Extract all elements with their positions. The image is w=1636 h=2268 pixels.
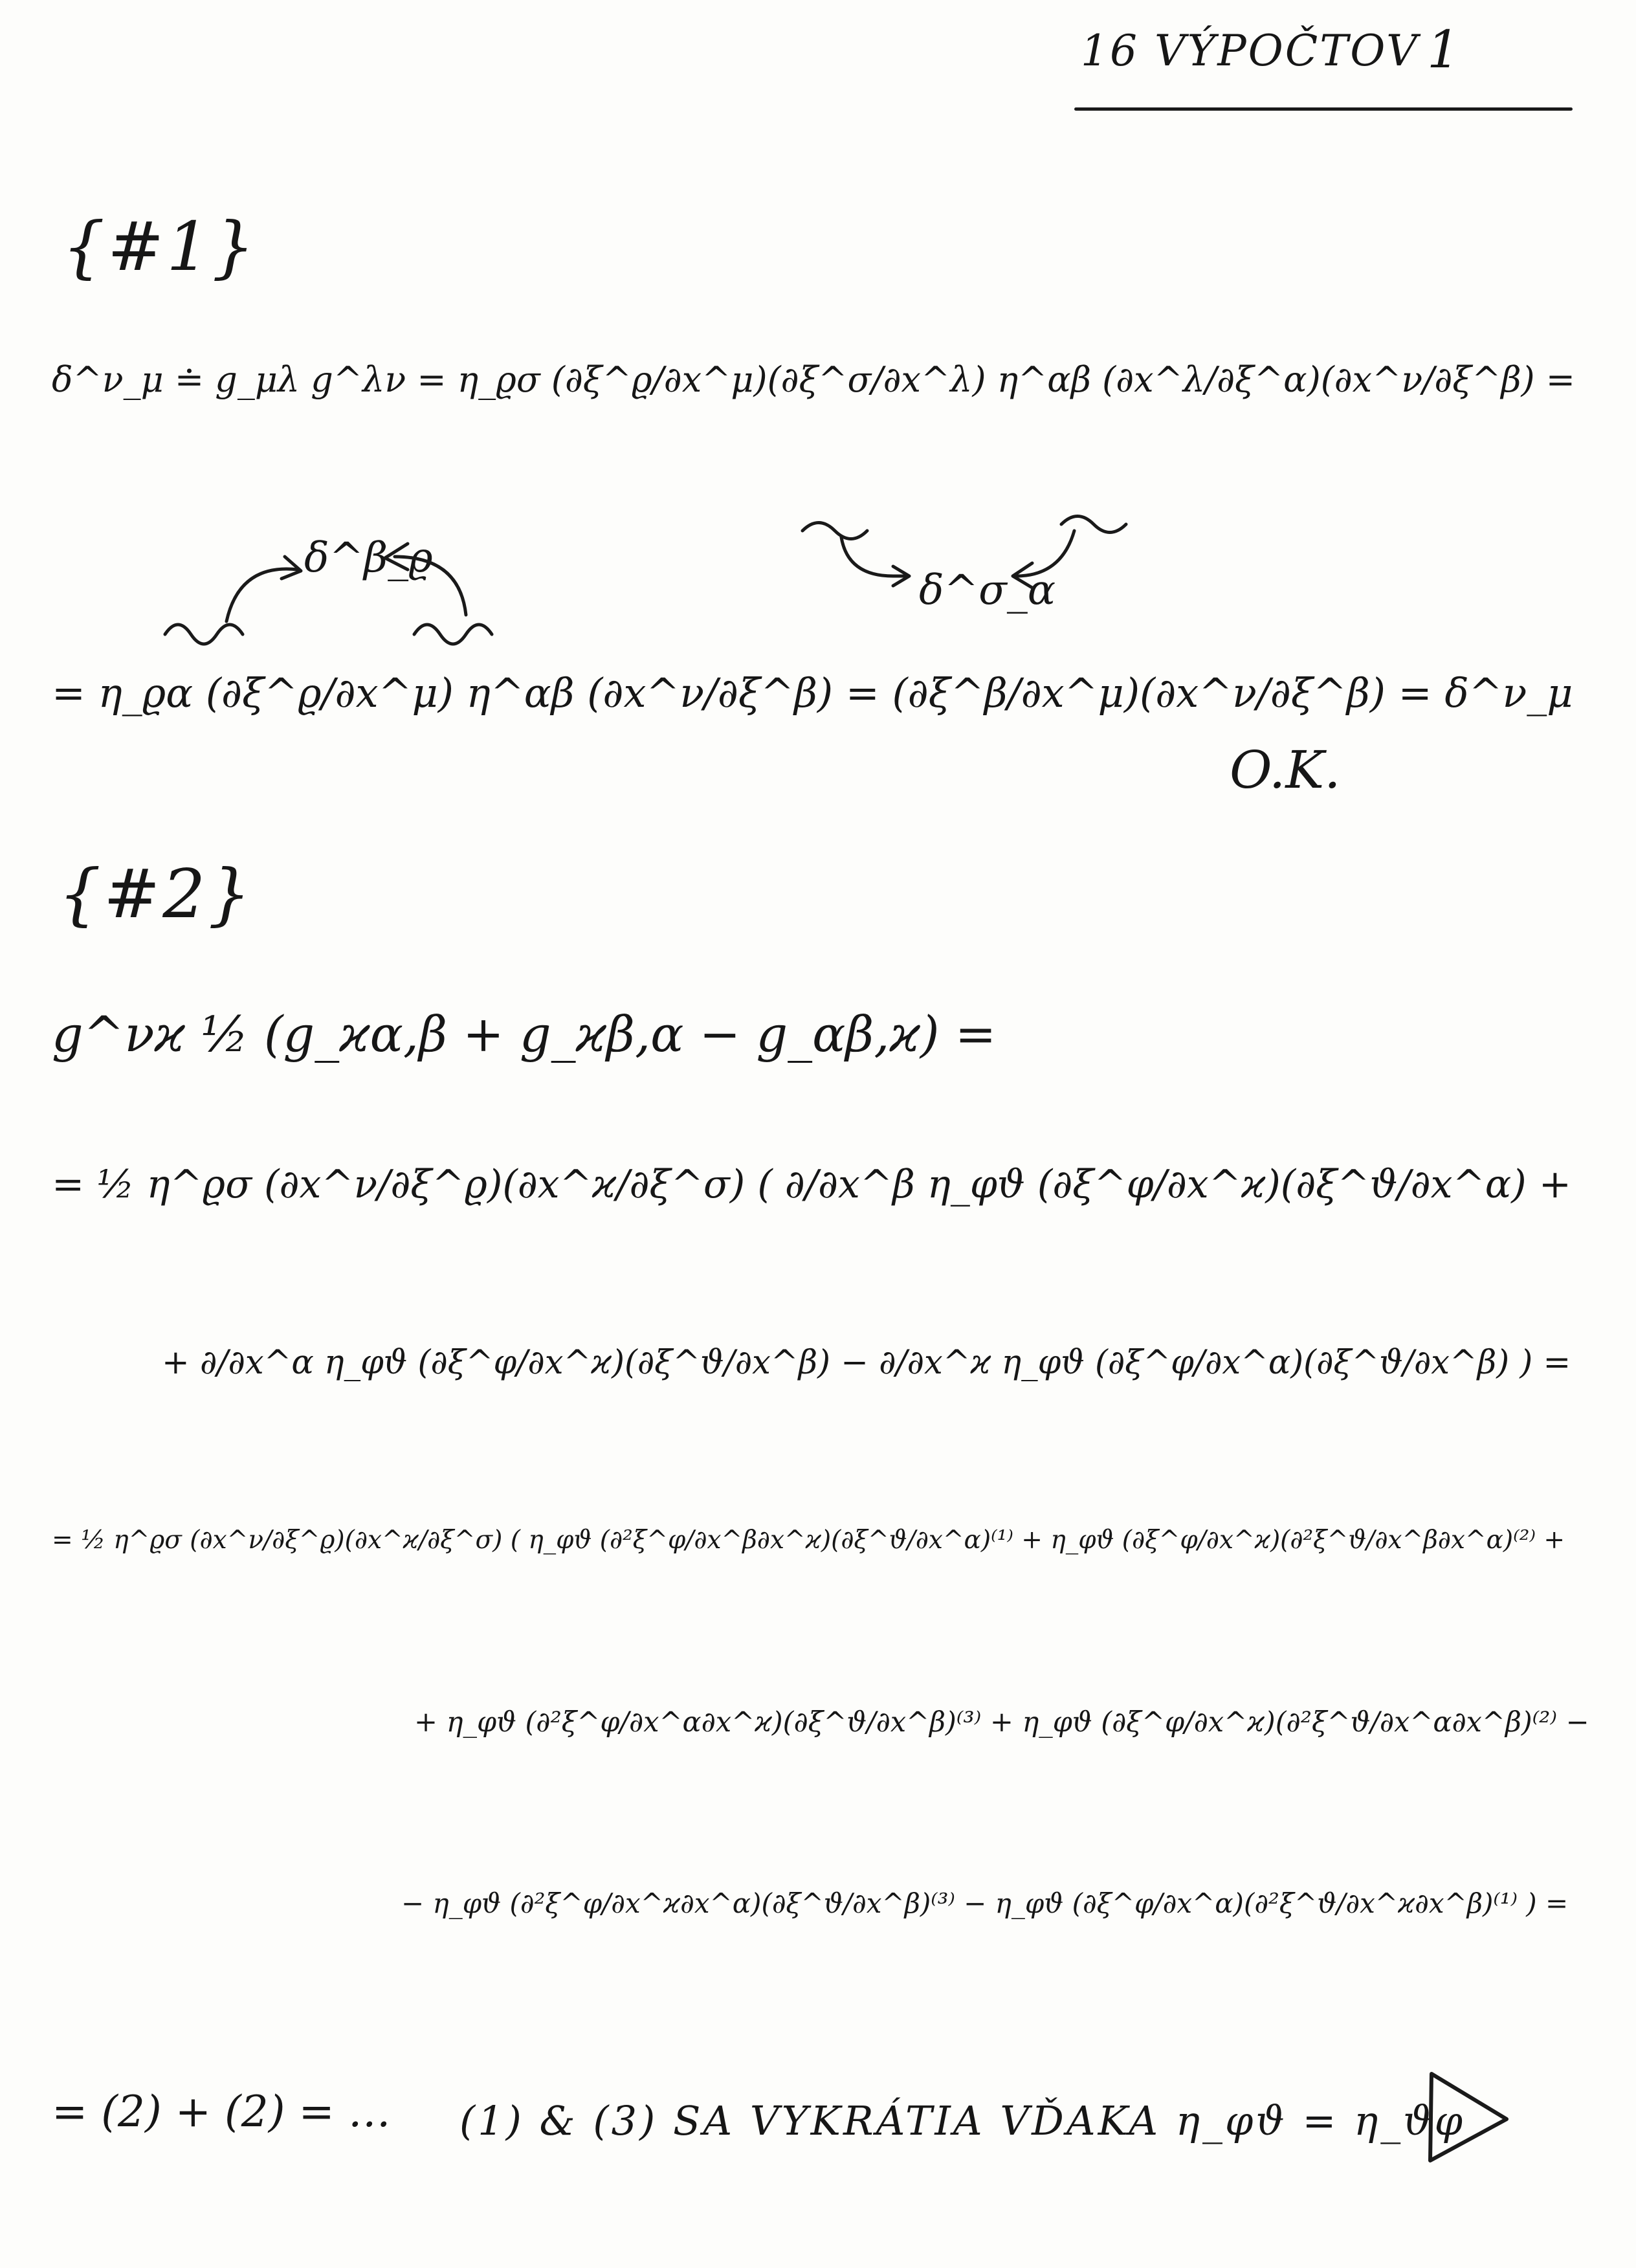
squiggle-bottom-left <box>802 523 867 539</box>
section-1-equation-line-2: = η_ϱα (∂ξ^ϱ/∂x^μ) η^αβ (∂x^ν/∂ξ^β) = (∂ξ^β/∂x^μ)(∂x^ν/∂ξ^β) = δ^ν_μ <box>52 669 1573 717</box>
contraction-delta-left: δ^β_ϱ <box>304 534 433 582</box>
arrowhead-left <box>282 557 301 579</box>
section-2-equation-line-2: = ½ η^ϱσ (∂x^ν/∂ξ^ϱ)(∂x^ϰ/∂ξ^σ) ( ∂/∂x^β η_φϑ (∂ξ^φ/∂x^ϰ)(∂ξ^ϑ/∂x^α) + <box>52 1162 1572 1207</box>
arrow-bottom-left <box>841 537 906 576</box>
section-2-equation-line-7: = (2) + (2) = … <box>52 2087 391 2137</box>
section-2-equation-line-6: − η_φϑ (∂²ξ^φ/∂x^ϰ∂x^α)(∂ξ^ϑ/∂x^β)⁽³⁾ − η_φϑ (∂ξ^φ/∂x^α)(∂²ξ^ϑ/∂x^ϰ∂x^β)⁽¹⁾ ) = <box>401 1887 1569 1919</box>
page-number: 1 <box>1427 19 1460 80</box>
section-2-label: {#2} <box>58 854 254 933</box>
page-header <box>1074 13 1573 123</box>
section-2-equation-line-1: g^νϰ ½ (g_ϰα,β + g_ϰβ,α − g_αβ,ϰ) = <box>52 1005 997 1063</box>
ok-mark: O.K. <box>1230 740 1341 800</box>
section-2-equation-line-5: + η_φϑ (∂²ξ^φ/∂x^α∂x^ϰ)(∂ξ^ϑ/∂x^β)⁽³⁾ + η_φϑ (∂ξ^φ/∂x^ϰ)(∂²ξ^ϑ/∂x^α∂x^β)⁽²⁾ − <box>414 1706 1589 1739</box>
contraction-delta-right: δ^σ_α <box>919 566 1056 614</box>
arrow-left-up <box>227 569 298 621</box>
section-1-label: {#1} <box>62 207 258 286</box>
squiggle-middle <box>414 625 492 644</box>
qed-triangle-icon <box>1424 2069 1514 2166</box>
cancellation-note: (1) & (3) SA VYKRÁTIA VĎAKA η_φϑ = η_ϑφ <box>459 2097 1465 2144</box>
section-2-equation-line-3: + ∂/∂x^α η_φϑ (∂ξ^φ/∂x^ϰ)(∂ξ^ϑ/∂x^β) − ∂/∂x^ϰ η_φϑ (∂ξ^φ/∂x^α)(∂ξ^ϑ/∂x^β) ) = <box>162 1344 1571 1382</box>
header-title: 16 VÝPOČTOV <box>1081 26 1419 76</box>
section-1-equation-line-1: δ^ν_μ ≐ g_μλ g^λν = η_ϱσ (∂ξ^ϱ/∂x^μ)(∂ξ^σ/∂x^λ) η^αβ (∂x^λ/∂ξ^α)(∂x^ν/∂ξ^β) = <box>52 359 1576 400</box>
squiggle-left <box>165 625 243 644</box>
arrowhead-bottom-left <box>893 566 909 586</box>
section-2-equation-line-4: = ½ η^ϱσ (∂x^ν/∂ξ^ϱ)(∂x^ϰ/∂ξ^σ) ( η_φϑ (∂²ξ^φ/∂x^β∂x^ϰ)(∂ξ^ϑ/∂x^α)⁽¹⁾ + η_φϑ (∂ξ^φ/∂x^ϰ)(∂²ξ^ϑ/∂x^β∂x^α)⁽²⁾ + <box>52 1526 1565 1555</box>
squiggle-bottom-right <box>1061 517 1126 533</box>
header-underline <box>1074 107 1573 111</box>
